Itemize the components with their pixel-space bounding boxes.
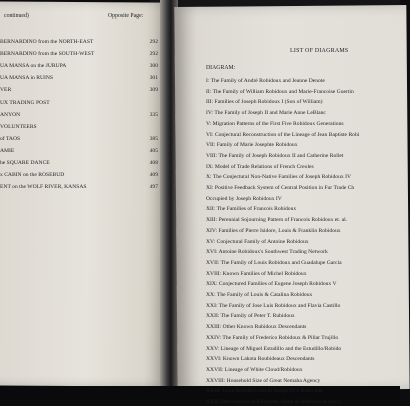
list-item <box>0 161 158 168</box>
diagram-entry: Occupied by Joseph Robidoux IV <box>206 195 282 202</box>
list-item-title: of TAOS <box>0 135 21 142</box>
list-item-page: 300 <box>149 63 158 70</box>
list-item-title: ENT on the WOLF RIVER, KANSAS <box>0 184 87 191</box>
list-item-page: 497 <box>149 184 158 191</box>
diagram-entry: XVIII: Known Families of Michel Robidoux <box>206 270 307 277</box>
right-page-text <box>182 6 408 405</box>
list-item <box>0 173 158 180</box>
diagram-entry: XXVI: Known Lakota Roubideaux Descendants <box>206 356 315 363</box>
page-title: LIST OF DIAGRAMS <box>290 48 349 54</box>
diagram-entry: IX: Model of Trade Relations of French Creoles <box>206 163 314 170</box>
left-page-text <box>0 0 166 400</box>
list-item <box>0 125 158 132</box>
diagram-entry: XII: The Families of Francois Robidoux <box>206 206 297 213</box>
diagram-entry: XIII: Perennial Sojourning Pattern of Francois Robidoux et. al. <box>206 217 348 224</box>
left-page-header-continued: continued) <box>4 13 29 19</box>
diagram-entry: XXIV: The Family of Frederico Robidoux & Pillar Trujillo <box>206 334 339 341</box>
diagram-entry: XXII: The Family of Peter T. Rubidoux <box>206 313 295 320</box>
diagram-entry: XXI: The Family of Jose Luis Robidoux and Flavia Castillo <box>206 302 341 309</box>
list-item-page: 292 <box>149 51 158 58</box>
list-item-title: BERNARDINO from the NORTH-EAST <box>0 39 94 45</box>
list-item <box>0 113 158 120</box>
list-item-title: VOLUNTEERS <box>0 123 37 130</box>
list-item-page: 385 <box>149 135 158 142</box>
list-item-title: x CABIN on the ROSEBUD <box>0 172 65 179</box>
diagram-entry: XXX: Descendants of Elizabeth, Sarah & Jefferson White C <box>206 399 342 405</box>
list-item <box>0 76 158 83</box>
diagram-entry: VIII: The Family of Joseph Robidoux II and Catherine Rollet <box>206 152 344 159</box>
diagram-entry: I: The Family of André Robidoux and Jeanne Denote <box>206 78 325 84</box>
list-item-page: 408 <box>149 160 158 166</box>
list-item-title: UX TRADING POST <box>0 99 50 106</box>
diagram-entry: III: Families of Joseph Robidoux I (Son of William) <box>206 99 323 106</box>
diagram-entry: XI: Positive Feedback System of Central Position in Fur Trade Ch <box>206 185 355 191</box>
diagram-entry: VII: Family of Marie Josephte Robidoux <box>206 142 298 149</box>
list-item-title: UA MANSA in RUINS <box>0 75 53 82</box>
list-item-page: 335 <box>149 111 158 118</box>
list-item <box>0 40 158 47</box>
diagram-entry: XXVIII: Household Size of Great Nemaha Agency <box>206 377 321 384</box>
list-item-page: 309 <box>149 87 158 94</box>
diagram-entry: V: Migration Patterns of the First Five Robidoux Generations <box>206 120 344 127</box>
list-item-title: UA MANSA on the JURUPA <box>0 63 67 70</box>
list-item-page: 409 <box>149 172 158 179</box>
diagram-entry: XXV: Lineage of Miguel Estudillo and the Estudillo/Robido <box>206 345 342 352</box>
list-item-page: 405 <box>149 147 158 154</box>
diagram-entry: XIV: Families of Pierre Isidore, Louis & Franklin Robidoux <box>206 227 341 234</box>
diagram-entry: XXIII: Other Known Rubidoux Descendants <box>206 324 307 331</box>
list-item <box>0 185 158 192</box>
diagram-entry: IV: The Family of Joseph II and Marie Anne LeBlanc <box>206 110 326 117</box>
list-item <box>0 64 158 71</box>
diagram-entry: XX: The Family of Louis & Catalina Robidoux <box>206 292 313 298</box>
diagram-entry: VI: Conjectural Reconstruction of the Lineage of Jean Baptiste Robi <box>206 131 360 138</box>
diagram-entry: XIX: Conjectured Families of Eugene Joseph Robidoux V <box>206 281 337 288</box>
diagram-entry: II: The Family of William Robidoux and Marie-Francoise Guertin <box>206 88 354 95</box>
list-item-title: he SQUARE DANCE <box>0 160 50 166</box>
list-item-page: 301 <box>149 75 158 82</box>
diagram-entry: XXVII: Lineage of White Cloud/Robidoux <box>206 366 303 373</box>
diagram-entry: XVII: The Family of Louis Robidoux and Guadalupe Garcia <box>206 259 342 266</box>
diagram-entry: X: The Conjectural Non-Native Families of Joseph Robidoux IV <box>206 174 352 181</box>
diagram-label: DIAGRAM: <box>206 65 236 71</box>
diagram-entry: XV: Conjectural Family of Antoine Robidoux <box>206 238 309 245</box>
list-item-title: BERNARDINO from the SOUTH-WEST <box>0 51 95 58</box>
list-item <box>0 137 158 144</box>
diagram-entry: XVI: Antoine Robidoux's Southwest Trading Network <box>206 249 328 256</box>
list-item <box>0 101 158 108</box>
list-item-title: VER <box>0 87 12 94</box>
list-item-title: ANYON <box>0 111 21 118</box>
left-page-header-opposite: Opposite Page: <box>108 13 144 19</box>
list-item-page: 292 <box>149 39 158 45</box>
list-item <box>0 52 158 59</box>
list-item <box>0 88 158 95</box>
diagram-entry: XXIX: Iowa Robidoux not in Joseph IV's direct line <box>206 388 323 395</box>
list-item-title: AMIE <box>0 147 15 154</box>
list-item <box>0 149 158 156</box>
